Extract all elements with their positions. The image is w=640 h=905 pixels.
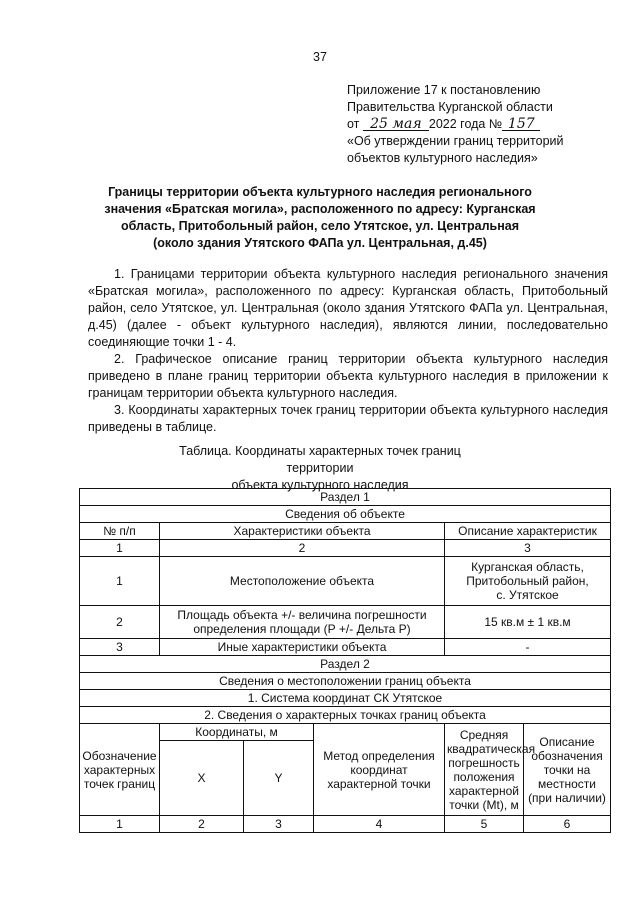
row-characteristic (160, 606, 445, 639)
table-row (80, 557, 611, 606)
paragraph-2: 2. Графическое описание границ территории объекта культурного наследия приведено в плане границ территории объекта культурного наследия в приложении к границам территории объекта культурного наследия. (88, 352, 608, 400)
head-characteristic: Характеристики объекта (160, 523, 445, 540)
appendix-line: «Об утверждении границ территорий (347, 134, 564, 148)
col-y: Y (244, 741, 314, 816)
row-number: 1 (80, 557, 160, 606)
col-index: 6 (524, 816, 611, 833)
col-number-1: 1 (80, 540, 160, 557)
title-line: значения «Братская могила», расположенного по адресу: Курганская (104, 202, 536, 216)
table-caption (150, 443, 490, 494)
row-description: 15 кв.м ± 1 кв.м (445, 606, 611, 639)
section1-header: Раздел 1 (80, 489, 611, 506)
col-index: 2 (160, 816, 244, 833)
col-number-3: 3 (445, 540, 611, 557)
title-line: область, Притобольный район, село Утятское, ул. Центральная (120, 219, 520, 233)
row-number: 3 (80, 639, 160, 656)
col-coordinates: Координаты, м (160, 724, 314, 741)
col-index: 5 (445, 816, 524, 833)
head-description: Описание характеристик (445, 523, 611, 540)
document-title (80, 184, 560, 252)
table-row (80, 639, 611, 656)
col-point-description: Описание обозначения точки на местности (при наличии) (524, 724, 611, 816)
row-description: - (445, 639, 611, 656)
table-row (80, 606, 611, 639)
handwritten-date: 25 мая (363, 118, 429, 131)
col-number-2: 2 (160, 540, 445, 557)
appendix-line: Приложение 17 к постановлению (347, 83, 541, 97)
caption-line: объекта культурного наследия (231, 478, 409, 492)
coordinates-table (79, 488, 611, 833)
date-prefix: от (347, 117, 360, 131)
page-number: 37 (313, 50, 327, 64)
head-number: № п/п (80, 523, 160, 540)
col-point-designation: Обозначение характерных точек границ (80, 724, 160, 816)
row-number: 2 (80, 606, 160, 639)
title-line: (около здания Утятского ФАПа ул. Центральная, д.45) (153, 236, 487, 250)
date-year: 2022 года (428, 117, 486, 131)
appendix-date-line (347, 116, 632, 133)
document-body (88, 266, 608, 436)
section2-header: Раздел 2 (80, 656, 611, 673)
char-line: определения площади (Р +/- Дельта Р) (193, 622, 411, 636)
appendix-line: Правительства Курганской области (347, 100, 553, 114)
row-description (445, 557, 611, 606)
coordinate-system-row: 1. Система координат СК Утятское (80, 690, 611, 707)
col-index: 3 (244, 816, 314, 833)
caption-line: Таблица. Координаты характерных точек границ территории (179, 444, 461, 475)
col-method: Метод определения координат характерной точки (314, 724, 445, 816)
col-mean-square-error: Средняя квадратическая погрешность положения характерной точки (Mt), м (445, 724, 524, 816)
section1-subheader: Сведения об объекте (80, 506, 611, 523)
section2-subheader: Сведения о местоположении границ объекта (80, 673, 611, 690)
row-characteristic: Иные характеристики объекта (160, 639, 445, 656)
char-line: Площадь объекта +/- величина погрешности (177, 608, 427, 622)
appendix-header (347, 82, 632, 167)
appendix-line: объектов культурного наследия» (347, 151, 538, 165)
desc-line: Курганская область, (471, 560, 584, 574)
number-prefix: № (488, 117, 503, 131)
points-info-row: 2. Сведения о характерных точках границ объекта (80, 707, 611, 724)
row-characteristic: Местоположение объекта (160, 557, 445, 606)
title-line: Границы территории объекта культурного наследия регионального (108, 185, 532, 199)
handwritten-number: 157 (502, 118, 540, 131)
paragraph-1: 1. Границами территории объекта культурного наследия регионального значения «Братская могила», расположенного по адресу: Курганская область, Притобольный район, село Утятское, ул. Центральная (около здания Утятского ФАПа ул. Центральная, д.45) (далее - объект культурного наследия), являются линии, последовательно соединяющие точки 1 - 4. (88, 267, 608, 349)
paragraph-3: 3. Координаты характерных точек границ территории объекта культурного наследия приведены в таблице. (88, 403, 608, 434)
col-index: 4 (314, 816, 445, 833)
desc-line: Притобольный район, (466, 574, 589, 588)
col-index: 1 (80, 816, 160, 833)
desc-line: с. Утятское (496, 588, 559, 602)
col-x: X (160, 741, 244, 816)
